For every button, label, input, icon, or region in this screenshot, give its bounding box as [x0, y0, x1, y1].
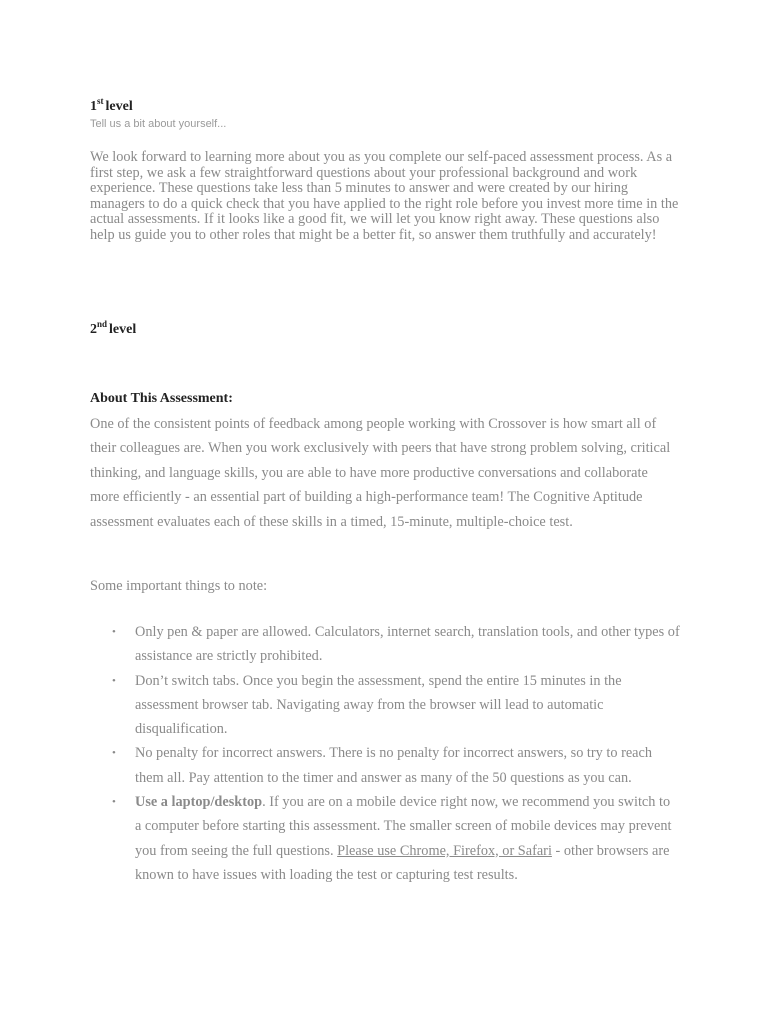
note-text: Don’t switch tabs. Once you begin the assessment, spend the entire 15 minutes in the assessment browser tab. Navigating away from the browser will lead to automatic disqualification. — [135, 672, 622, 738]
about-assessment-paragraph: One of the consistent points of feedback among people working with Crossover is how smart all of their colleagues are. When you work exclusively with peers that have strong problem solving, critical thinking, and language skills, you are able to have more productive conversations and collaborate more efficiently - an essential part of building a high-performance team! The Cognitive Aptitude assessment evaluates each of these skills in a timed, 15-minute, multiple-choice test. — [90, 416, 671, 530]
note-text: . If you are on a mobile device right now, we recommend you switch to a computer before starting this assessment. The smaller screen of mobile devices may prevent you from seeing the full questions. — [135, 794, 672, 859]
level-2-label: level — [109, 322, 137, 337]
list-item — [90, 620, 680, 669]
level-1-ordinal-suffix: st — [97, 96, 104, 106]
level-2-number: 2 — [90, 322, 97, 337]
level-1-intro-paragraph: We look forward to learning more about you as you complete our self-paced assessment process. As a first step, we ask a few straightforward questions about your professional background and work experience. These questions take less than 5 minutes to answer and were created by our hiring managers to do a quick check that you have applied to the right role before you invest more time in the actual assessments. If it looks like a good fit, we will let you know right away. These questions also help us guide you to other roles that might be a better fit, so answer them truthfully and accurately! — [90, 149, 679, 243]
level-2-ordinal-suffix: nd — [97, 319, 108, 329]
notes-intro: Some important things to note: — [90, 578, 268, 594]
list-item — [90, 741, 680, 790]
level-1-number: 1 — [90, 99, 97, 114]
list-item — [90, 790, 680, 887]
about-assessment-title: About This Assessment: — [90, 391, 233, 406]
note-text: Only pen & paper are allowed. Calculators, internet search, translation tools, and other types of assistance are strictly prohibited. — [135, 624, 680, 665]
level-1-label: level — [105, 99, 133, 114]
note-bold-lead: Use a laptop/desktop — [135, 794, 263, 811]
notes-list — [90, 620, 680, 887]
level-1-subtitle: Tell us a bit about yourself... — [90, 118, 227, 130]
level-2-heading — [90, 319, 137, 338]
browser-recommendation-link[interactable]: Please use Chrome, Firefox, or Safari — [337, 842, 552, 859]
note-text-tail: - other browsers are known to have issues with loading the test or capturing test results. — [135, 842, 670, 883]
bullet-icon: • — [112, 626, 116, 638]
list-item — [90, 669, 680, 742]
bullet-icon: • — [112, 796, 116, 809]
note-text: No penalty for incorrect answers. There is no penalty for incorrect answers, so try to reach them all. Pay attention to the timer and answer as many of the 50 questions as you can. — [135, 745, 653, 786]
bullet-icon: • — [112, 674, 116, 687]
level-1-heading — [90, 96, 133, 115]
bullet-icon: • — [112, 747, 116, 760]
